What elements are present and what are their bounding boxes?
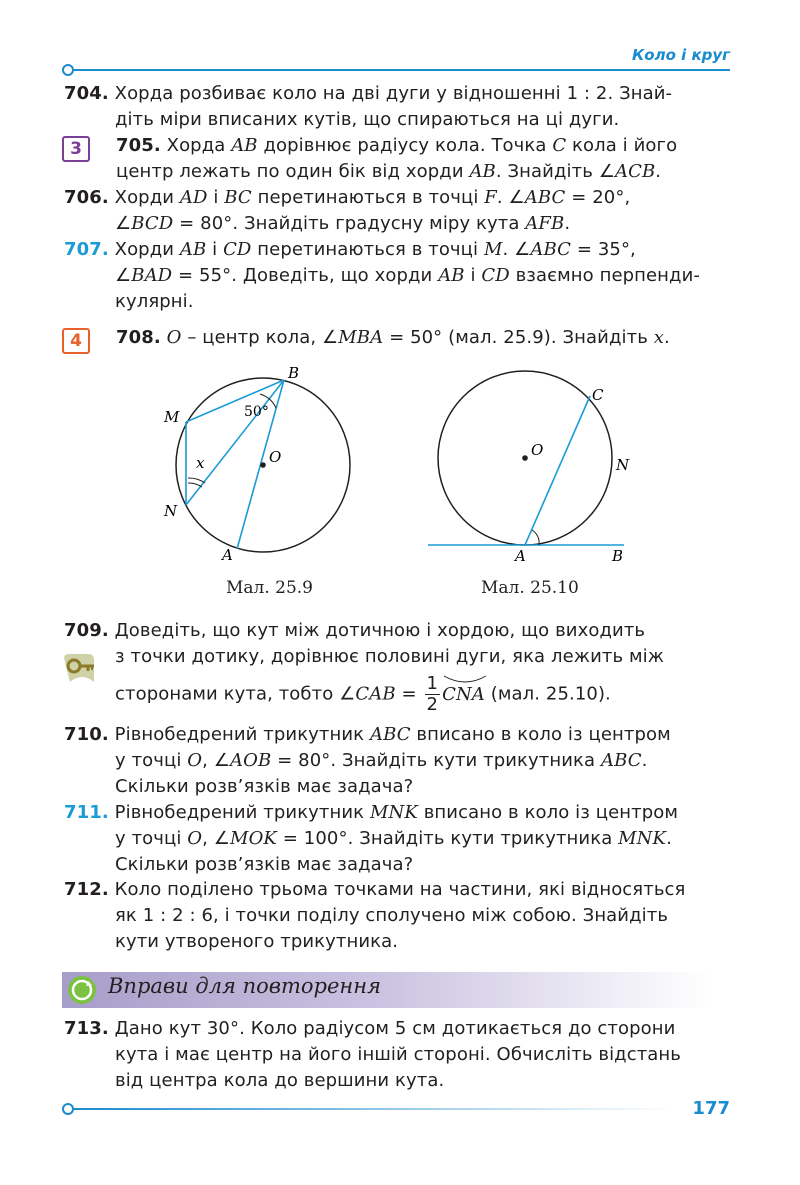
svg-text:O: O — [531, 441, 544, 459]
angle-mark — [532, 530, 539, 545]
problem-712: 712. Коло поділено трьома точками на частини, які відносяться як 1 : 2 : 6, і точки поділу сполучено між собою. Знайдіть кути утвореного трикутника. — [64, 879, 686, 952]
caption-fig-25-10: Мал. 25.10 — [481, 578, 579, 598]
level-badge-4: 4 — [62, 328, 90, 354]
chord-ac — [525, 396, 590, 545]
svg-text:A: A — [222, 546, 233, 564]
problem-711: 711. Рівнобедрений трикутник MNK вписано в коло із центром у точці O, ∠MOK = 100°. Знайдіть кути трикутника MNK. Скільки розв’язків має задача? — [64, 802, 679, 875]
svg-text:B: B — [612, 547, 624, 565]
svg-text:N: N — [616, 456, 630, 474]
svg-text:O: O — [269, 448, 282, 466]
figure-25-10 — [420, 360, 640, 570]
chord-mb — [186, 380, 284, 422]
svg-text:C: C — [592, 386, 604, 404]
problem-710: 710. Рівнобедрений трикутник ABC вписано в коло із центром у точці O, ∠AOB = 80°. Знайдіть кути трикутника ABC. Скільки розв’язків має задача? — [64, 724, 671, 797]
problem-713: 713. Дано кут 30°. Коло радіусом 5 см дотикається до сторони кута і має центр на його іншій стороні. Обчисліть відстань від центра кола до вершини кута. — [64, 1018, 682, 1091]
running-header: Коло і круг — [632, 46, 730, 64]
problem-706: 706. Хорди AD і BC перетинаються в точці F. ∠ABC = 20°, ∠BCD = 80°. Знайдіть градусну міру кута AFB. — [64, 187, 631, 234]
problem-708: 708. O – центр кола, ∠MBA = 50° (мал. 25.9). Знайдіть x. — [116, 327, 670, 348]
figure-25-9 — [150, 360, 370, 570]
problem-709: 709. Доведіть, що кут між дотичною і хордою, що виходить з точки дотику, дорівнює половині дуги, яка лежить між сторонами кута, тобто ∠CAB = $\frac{1}{2}$ CNA (мал. 25.10). — [64, 620, 665, 715]
svg-text:M: M — [164, 408, 180, 426]
svg-text:A: A — [515, 547, 526, 565]
header-rule — [74, 69, 730, 71]
svg-text:B: B — [288, 364, 300, 382]
level-badge-3: 3 — [62, 136, 90, 162]
problem-number: 704. — [64, 83, 109, 104]
caption-fig-25-9: Мал. 25.9 — [226, 578, 314, 598]
problem-707: 707. Хорди AB і CD перетинаються в точці M. ∠ABC = 35°, ∠BAD = 55°. Доведіть, що хорди AB і CD взаємно перпенди- кулярні. — [64, 239, 700, 312]
refresh-icon — [66, 975, 98, 1005]
angle-mark — [188, 478, 205, 483]
fraction-one-half: $\frac{1}{2}$ — [426, 673, 439, 715]
page-number: 177 — [692, 1098, 730, 1119]
svg-text:x: x — [196, 454, 205, 472]
svg-text:N: N — [164, 502, 178, 520]
problem-705: 705. Хорда AB дорівнює радіусу кола. Точка C кола і його центр лежать по один бік від хорди AB. Знайдіть ∠ACB. — [116, 135, 678, 182]
svg-text:50°: 50° — [244, 404, 269, 420]
center-point — [260, 462, 266, 468]
header-rule-dot — [62, 64, 74, 76]
section-title: Вправи для повторення — [108, 974, 381, 998]
center-point — [522, 455, 528, 461]
footer-rule-dot — [62, 1103, 74, 1115]
problem-704: 704. Хорда розбиває коло на дві дуги у відношенні 1 : 2. Знай- діть міри вписаних кутів, що спираються на ці дуги. — [64, 83, 673, 130]
footer-rule — [74, 1108, 674, 1110]
